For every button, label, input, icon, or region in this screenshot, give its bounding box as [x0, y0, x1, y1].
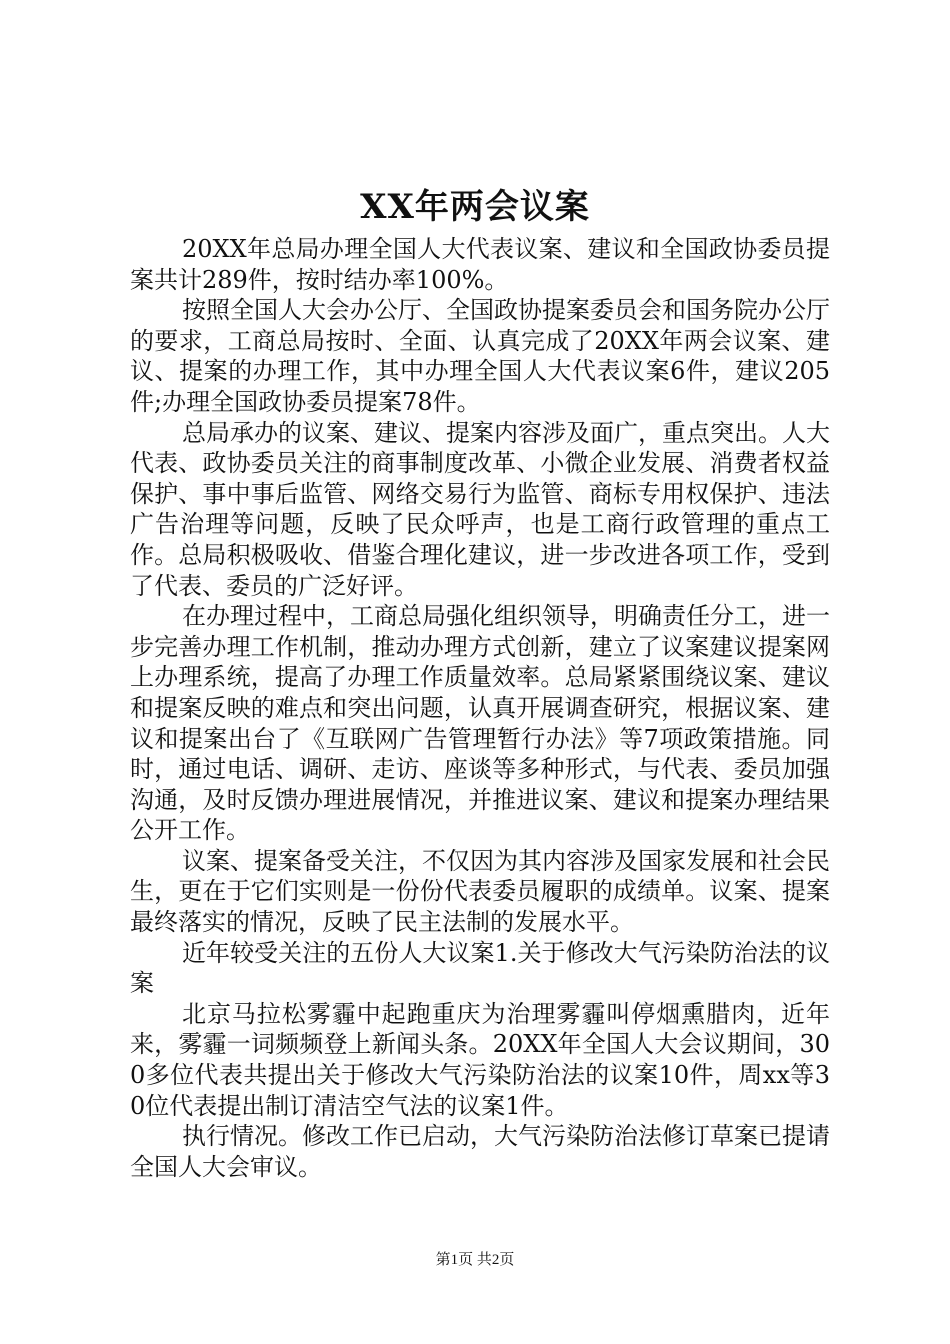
- document-body: [130, 234, 830, 1182]
- paragraph: 议案、提案备受关注，不仅因为其内容涉及国家发展和社会民生，更在于它们实则是一份份代表委员履职的成绩单。议案、提案最终落实的情况，反映了民主法制的发展水平。: [130, 846, 830, 937]
- paragraph: 执行情况。修改工作已启动，大气污染防治法修订草案已提请全国人大会审议。: [130, 1122, 830, 1181]
- paragraph: 按照全国人大会办公厅、全国政协提案委员会和国务院办公厅的要求，工商总局按时、全面、认真完成了20XX年两会议案、建议、提案的办理工作，其中办理全国人大代表议案6件，建议205件;办理全国政协委员提案78件。: [130, 296, 830, 416]
- document-title: XX年两会议案: [360, 187, 590, 227]
- paragraph: 20XX年总局办理全国人大代表议案、建议和全国政协委员提案共计289件，按时结办率100%。: [130, 235, 830, 294]
- paragraph: 在办理过程中，工商总局强化组织领导，明确责任分工，进一步完善办理工作机制，推动办理方式创新，建立了议案建议提案网上办理系统，提高了办理工作质量效率。总局紧紧围绕议案、建议和提案反映的难点和突出问题，认真开展调查研究，根据议案、建议和提案出台了《互联网广告管理暂行办法》等7项政策措施。同时，通过电话、调研、走访、座谈等多种形式，与代表、委员加强沟通，及时反馈办理进展情况，并推进议案、建议和提案办理结果公开工作。: [130, 602, 830, 845]
- paragraph: 近年较受关注的五份人大议案1.关于修改大气污染防治法的议案: [130, 938, 830, 998]
- paragraph: 北京马拉松雾霾中起跑重庆为治理雾霾叫停烟熏腊肉，近年来，雾霾一词频频登上新闻头条。20XX年全国人大会议期间，300多位代表共提出关于修改大气污染防治法的议案10件，周xx等30位代表提出制订清洁空气法的议案1件。: [130, 999, 830, 1120]
- paragraph: 总局承办的议案、建议、提案内容涉及面广，重点突出。人大代表、政协委员关注的商事制度改革、小微企业发展、消费者权益保护、事中事后监管、网络交易行为监管、商标专用权保护、违法广告治理等问题，反映了民众呼声，也是工商行政管理的重点工作。总局积极吸收、借鉴合理化建议，进一步改进各项工作，受到了代表、委员的广泛好评。: [130, 418, 830, 600]
- page-footer: 第1页 共2页: [435, 1252, 515, 1268]
